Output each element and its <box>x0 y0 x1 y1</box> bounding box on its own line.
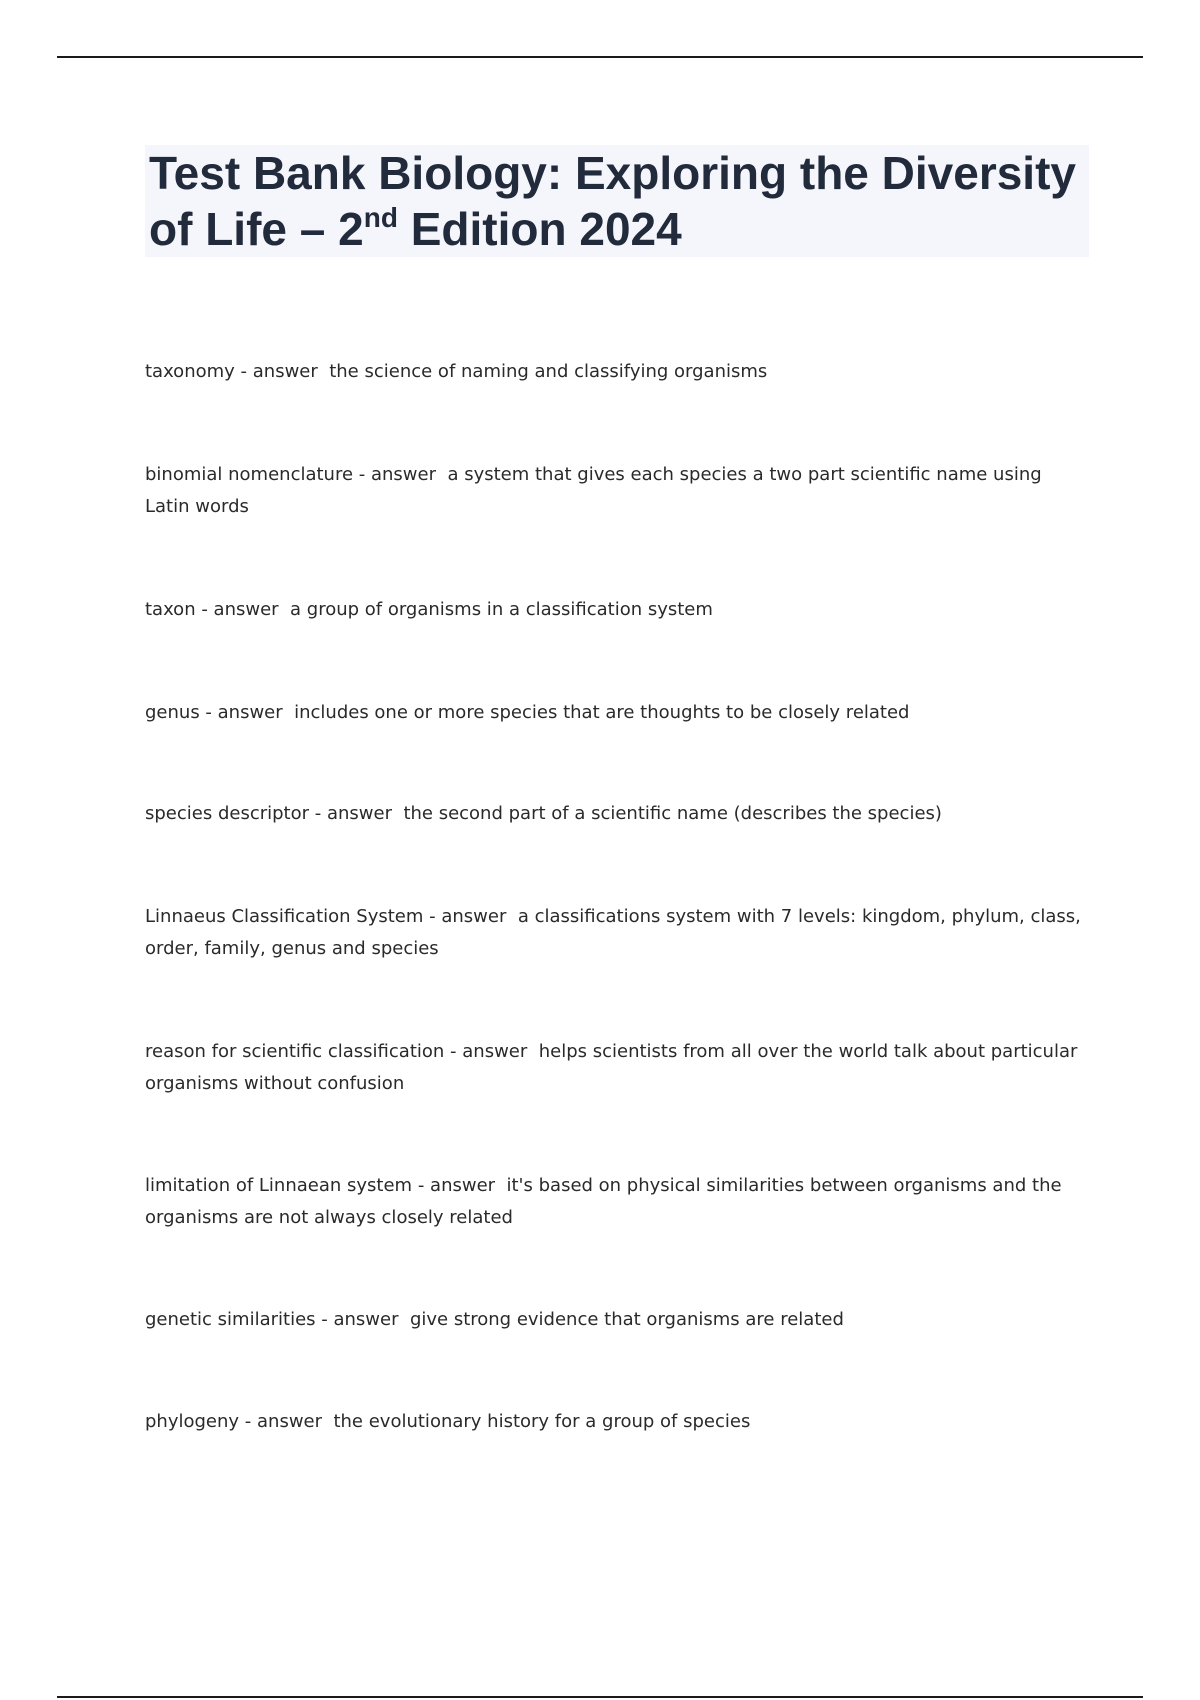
top-rule <box>57 56 1143 58</box>
qa-answer: the evolutionary history for a group of species <box>333 1411 751 1432</box>
qa-term: phylogeny <box>145 1411 240 1432</box>
qa-term: Linnaeus Classification System <box>145 906 424 927</box>
qa-answer: a group of organisms in a classification system <box>290 599 713 620</box>
qa-item <box>145 1304 1085 1336</box>
qa-term: binomial nomenclature <box>145 464 354 485</box>
qa-separator: - answer <box>315 1309 410 1330</box>
qa-separator: - answer <box>412 1175 507 1196</box>
qa-term: genus <box>145 702 200 723</box>
qa-separator: - answer <box>444 1041 539 1062</box>
qa-answer: it's based on physical similarities between organisms and the organisms are not always closely related <box>145 1175 1062 1228</box>
qa-item <box>145 1036 1085 1100</box>
qa-term: species descriptor <box>145 803 310 824</box>
title-superscript: nd <box>363 201 398 233</box>
qa-item <box>145 798 1085 830</box>
qa-answer: includes one or more species that are thoughts to be closely related <box>294 702 910 723</box>
qa-item <box>145 459 1085 523</box>
title-block <box>145 145 1089 257</box>
title-text-end: Edition 2024 <box>397 203 682 255</box>
qa-answer: the science of naming and classifying organisms <box>329 361 768 382</box>
qa-separator: - answer <box>239 1411 334 1432</box>
qa-answer: helps scientists from all over the world talk about particular organisms without confusion <box>145 1041 1078 1094</box>
qa-separator: - answer <box>199 702 295 723</box>
qa-item <box>145 901 1085 965</box>
qa-term: genetic similarities <box>145 1309 316 1330</box>
qa-item <box>145 356 1085 388</box>
qa-answer: a system that gives each species a two part scientific name using Latin words <box>145 464 1042 517</box>
qa-separator: - answer <box>353 464 448 485</box>
qa-item <box>145 1170 1085 1234</box>
page-title <box>149 145 1085 257</box>
qa-separator: - answer <box>423 906 518 927</box>
qa-term: reason for scientific classification <box>145 1041 445 1062</box>
qa-term: taxonomy <box>145 361 235 382</box>
qa-separator: - answer <box>234 361 330 382</box>
qa-separator: - answer <box>195 599 291 620</box>
qa-item <box>145 594 1085 626</box>
qa-item <box>145 1406 1085 1438</box>
qa-separator: - answer <box>309 803 404 824</box>
title-text-main: Test Bank Biology: Exploring the Diversity of Life – 2 <box>149 147 1076 255</box>
qa-answer: a classifications system with 7 levels: kingdom, phylum, class, order, family, genus and species <box>145 906 1081 959</box>
bottom-rule <box>57 1696 1143 1698</box>
qa-answer: the second part of a scientific name (describes the species) <box>403 803 942 824</box>
qa-answer: give strong evidence that organisms are related <box>409 1309 844 1330</box>
qa-item <box>145 697 1085 729</box>
qa-term: taxon <box>145 599 196 620</box>
qa-term: limitation of Linnaean system <box>145 1175 413 1196</box>
